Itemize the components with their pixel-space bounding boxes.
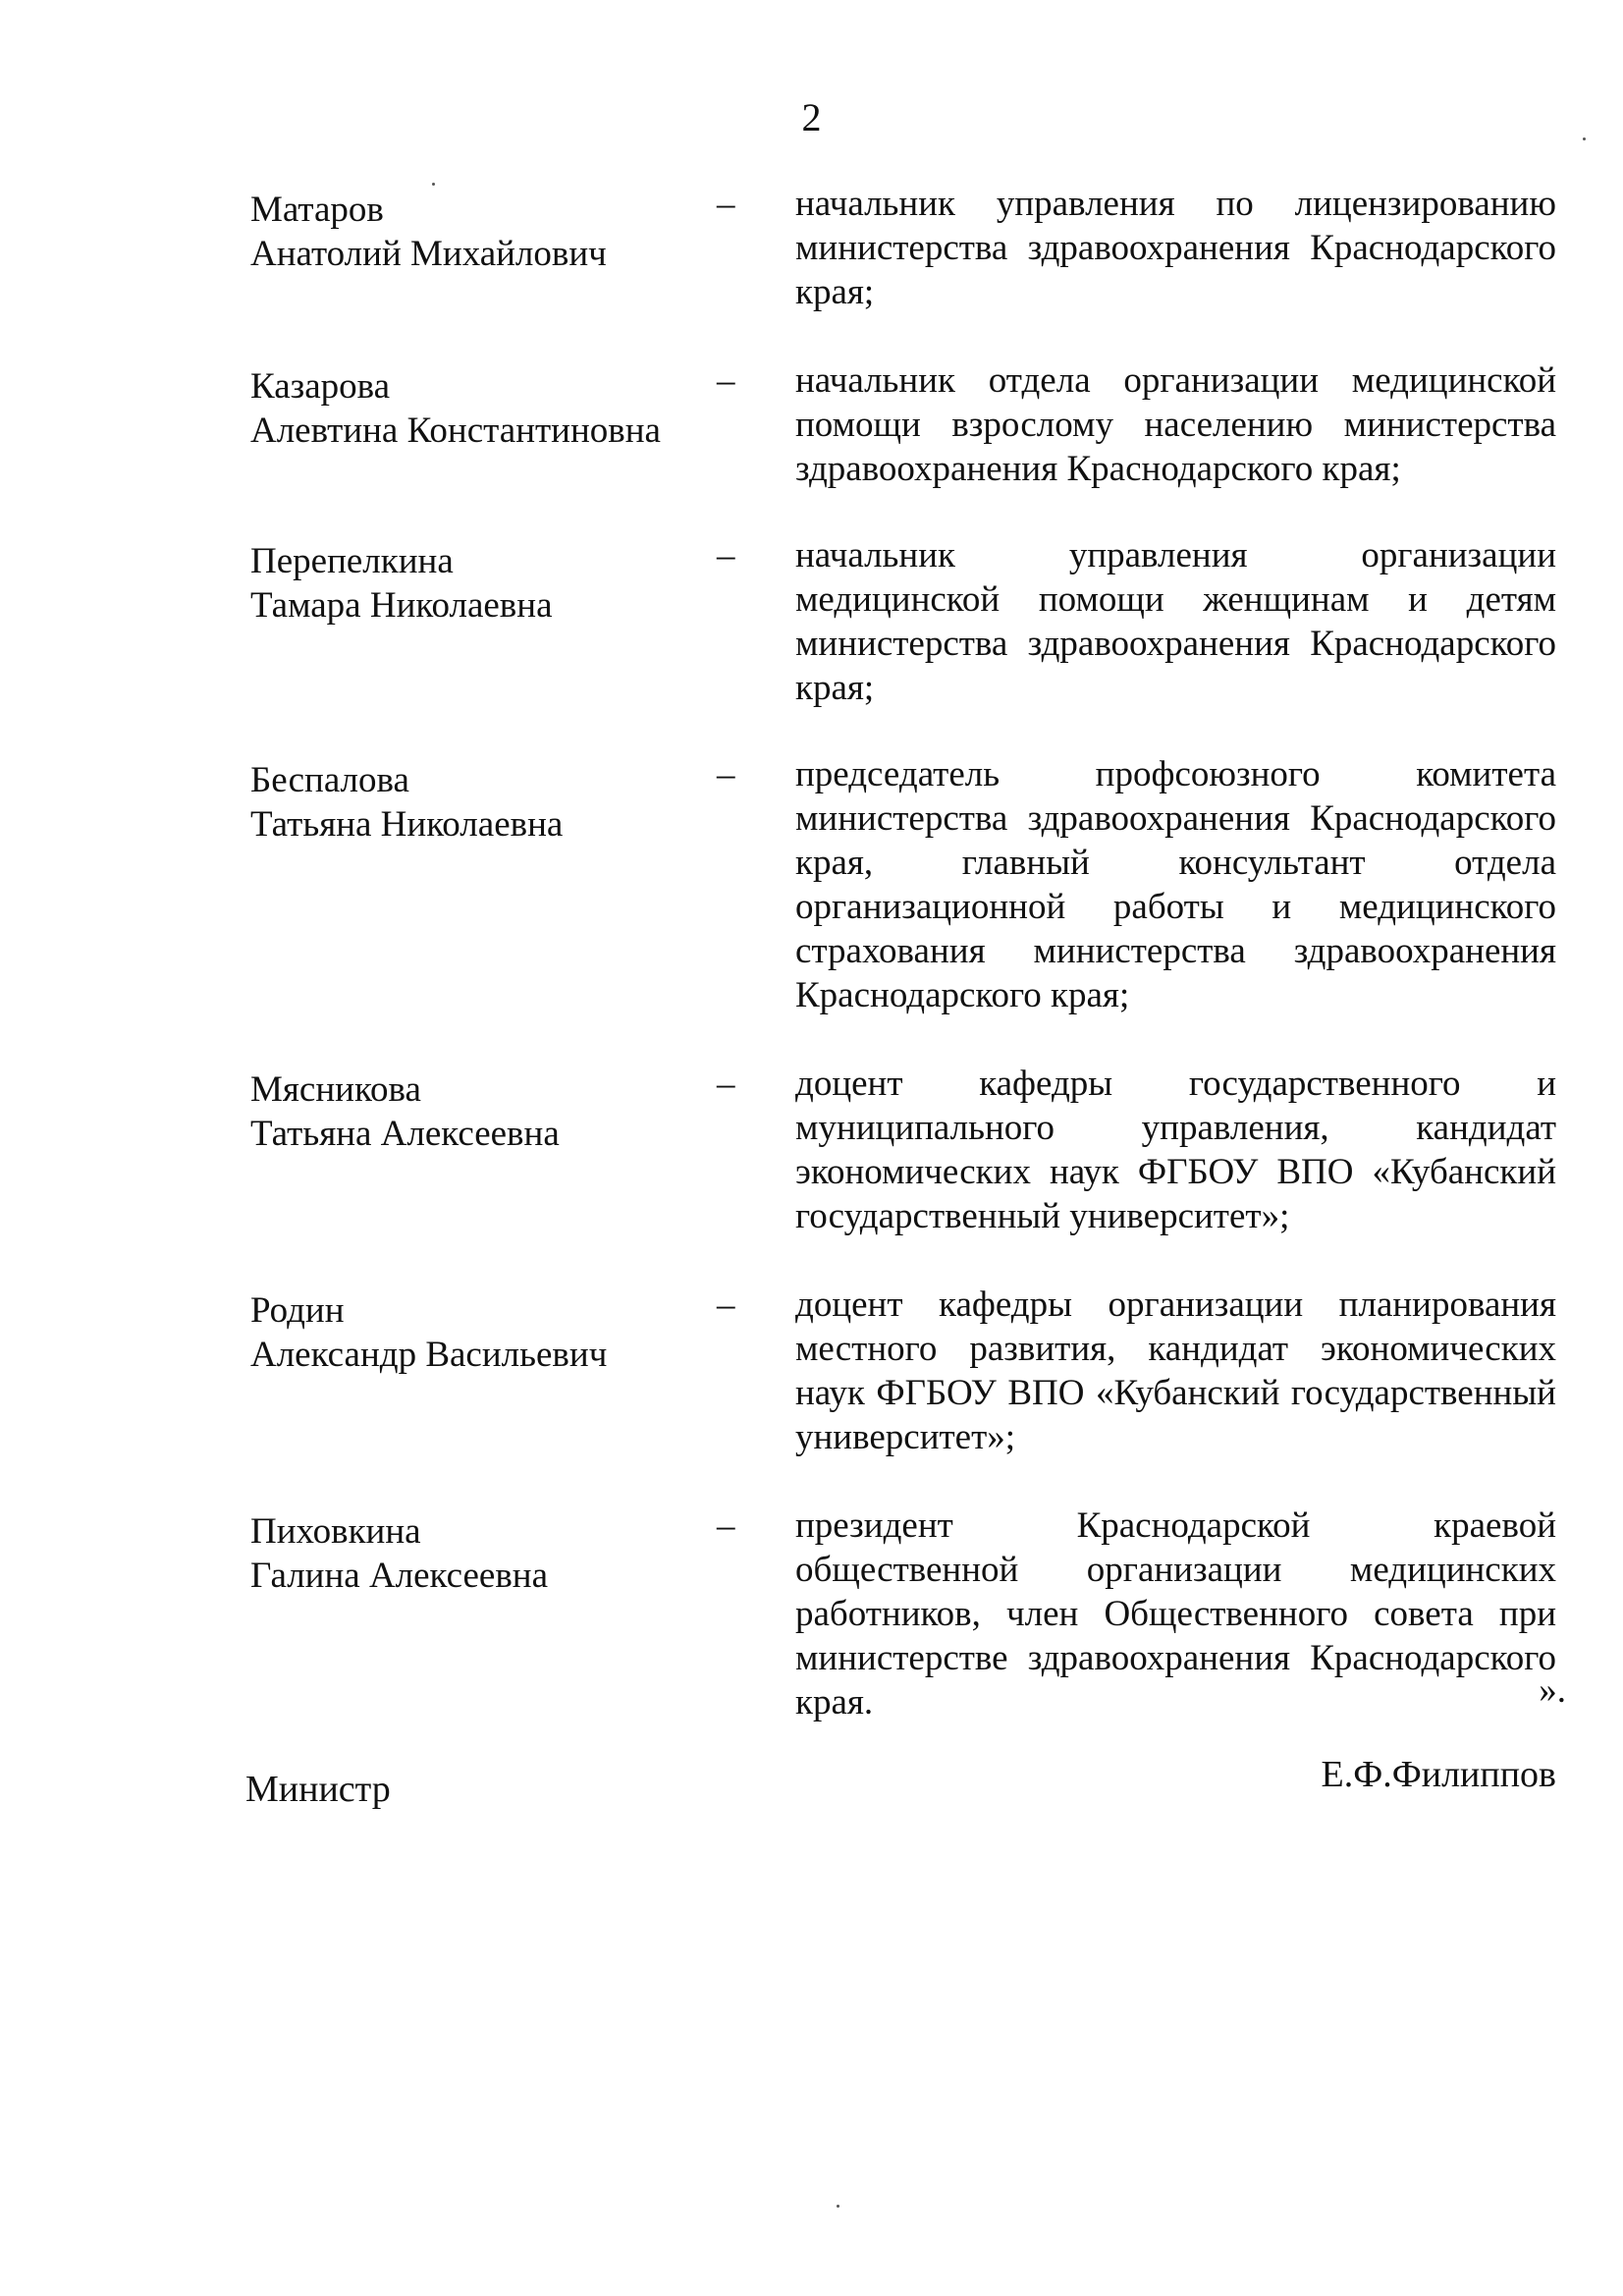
member-name: Матаров Анатолий Михайлович: [250, 190, 607, 274]
member-row: [250, 752, 1556, 1017]
member-dash: –: [717, 1064, 735, 1104]
closing-quote: ».: [1539, 1670, 1566, 1711]
member-role: доцент кафедры государственного и муниципального управления, кандидат экономических наук ФГБОУ ВПО «Кубанский государственный университет»;: [795, 1064, 1556, 1236]
member-dash: –: [717, 754, 735, 794]
member-role: президент Краснодарской краевой общественной организации медицинских работников, член Общественного совета при министерстве здравоохранения Краснодарского края.: [795, 1505, 1556, 1722]
member-name: Беспалова Татьяна Николаевна: [250, 760, 564, 845]
member-role: доцент кафедры организации планирования местного развития, кандидат экономических наук ФГБОУ ВПО «Кубанский государственный университет»;: [795, 1285, 1556, 1457]
minister-title: Министр: [245, 1769, 391, 1810]
scan-speck: [1583, 137, 1586, 140]
member-dash: –: [717, 1505, 735, 1546]
member-row: [250, 1062, 1556, 1238]
member-name: Мясникова Татьяна Алексеевна: [250, 1069, 560, 1154]
member-name: Родин Александр Васильевич: [250, 1290, 608, 1375]
member-row: [250, 1283, 1556, 1459]
member-dash: –: [717, 360, 735, 401]
scan-speck: [837, 2205, 839, 2208]
member-row: [250, 358, 1556, 491]
member-name: Казарова Алевтина Константиновна: [250, 366, 661, 451]
page-number: 2: [801, 95, 822, 139]
member-row: [250, 533, 1556, 710]
member-role: начальник отдела организации медицинской помощи взрослому населению министерства здравоохранения Краснодарского края;: [795, 360, 1556, 489]
member-name: Перепелкина Тамара Николаевна: [250, 541, 553, 626]
member-row: [250, 1503, 1556, 1724]
member-row: [250, 182, 1556, 314]
member-role: начальник управления по лицензированию министерства здравоохранения Краснодарского края;: [795, 184, 1556, 312]
member-dash: –: [717, 535, 735, 575]
minister-name: Е.Ф.Филиппов: [1321, 1754, 1556, 1795]
member-role: начальник управления организации медицинской помощи женщинам и детям министерства здравоохранения Краснодарского края;: [795, 535, 1556, 708]
scan-speck: [432, 183, 435, 186]
member-dash: –: [717, 184, 735, 224]
member-list: [250, 182, 1556, 1724]
member-name: Пиховкина Галина Алексеевна: [250, 1511, 549, 1596]
member-role: председатель профсоюзного комитета министерства здравоохранения Краснодарского края, главный консультант отдела организационной работы и медицинского страхования министерства здравоохранения Краснодарского края;: [795, 754, 1556, 1015]
member-dash: –: [717, 1285, 735, 1325]
